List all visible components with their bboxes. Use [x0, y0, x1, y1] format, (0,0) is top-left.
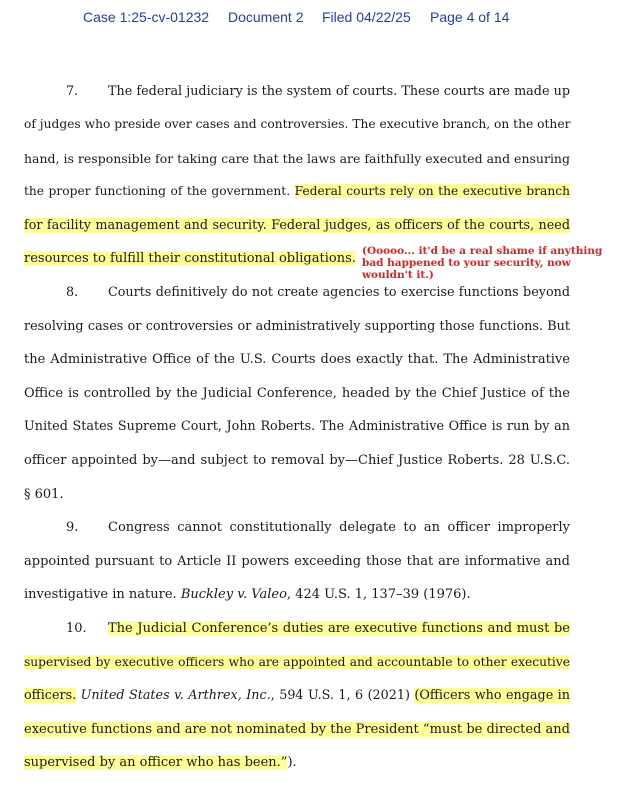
case-citation: Buckley v. Valeo [180, 587, 287, 602]
p7-line-3: hand, is responsible for taking care that the laws are faithfully executed and ensuring [24, 151, 570, 166]
paragraph-number: 9. [66, 520, 79, 535]
highlighted-text: executive functions and are not nominated by the President “must be directed and [24, 722, 570, 737]
p10-line-2 [24, 654, 570, 671]
p10-line-3: officers. United States v. Arthrex, Inc., 594 U.S. 1, 6 (2021) (Officers who engage in [24, 688, 570, 703]
p7-line-5 [24, 217, 570, 234]
p9-line-1: 9. Congress cannot constitutionally delegate to an officer improperly [24, 519, 570, 536]
highlighted-text: resources to fulfill their constitutional obligations. [24, 251, 356, 266]
p7-line-6 [24, 250, 356, 267]
p9-line-2: appointed pursuant to Article II powers exceeding those that are informative and [24, 554, 570, 569]
p8-line-7: § 601. [24, 487, 64, 502]
highlighted-text: officers. [24, 688, 77, 703]
paragraph-number: 8. [66, 285, 79, 300]
highlighted-text: for facility management and security. Federal judges, as officers of the courts, need [24, 218, 570, 233]
highlighted-text: Federal courts rely on the executive branch [294, 184, 570, 198]
case-number: Case 1:25-cv-01232 [83, 9, 210, 25]
page-indicator: Page 4 of 14 [430, 9, 510, 25]
p8-line-5: United States Supreme Court, John Roberts. The Administrative Office is run by an [24, 419, 570, 434]
paragraph-number: 7. [66, 84, 79, 99]
case-header [0, 9, 634, 27]
p7-line-4: the proper functioning of the government. Federal courts rely on the executive branch [24, 184, 570, 198]
highlighted-text: supervised by an officer who has been.” [24, 755, 288, 770]
paragraph-number: 10. [66, 621, 87, 636]
p7-line-2: of judges who preside over cases and controversies. The executive branch, on the other [24, 117, 571, 131]
p10-line-4 [24, 721, 570, 738]
p8-line-4: Office is controlled by the Judicial Conference, headed by the Chief Justice of the [24, 386, 570, 401]
p10-line-1 [24, 620, 570, 637]
highlighted-text: supervised by executive officers who are appointed and accountable to other executive [24, 655, 570, 669]
p9-line-3: investigative in nature. Buckley v. Valeo, 424 U.S. 1, 137–39 (1976). [24, 587, 471, 602]
document-number: Document 2 [228, 9, 304, 25]
p8-line-3: the Administrative Office of the U.S. Courts does exactly that. The Administrative [24, 352, 570, 367]
p7-line-1: 7. The federal judiciary is the system of courts. These courts are made up [24, 83, 570, 100]
highlighted-text: (Officers who engage in [414, 688, 570, 703]
p8-line-6: officer appointed by—and subject to removal by—Chief Justice Roberts. 28 U.S.C. [24, 453, 570, 468]
case-citation: United States v. Arthrex, Inc. [80, 688, 271, 703]
filed-date: Filed 04/22/25 [322, 9, 411, 25]
p8-line-2: resolving cases or controversies or administratively supporting those functions. But [24, 319, 570, 334]
red-annotation: (Ooooo... it'd be a real shame if anything bad happened to your security, now wouldn't it.) [362, 245, 603, 281]
p8-line-1: 8. Courts definitively do not create agencies to exercise functions beyond [24, 284, 570, 301]
p10-line-5: supervised by an officer who has been.”). [24, 755, 297, 770]
highlighted-text: The Judicial Conference’s duties are executive functions and must be [108, 621, 570, 636]
